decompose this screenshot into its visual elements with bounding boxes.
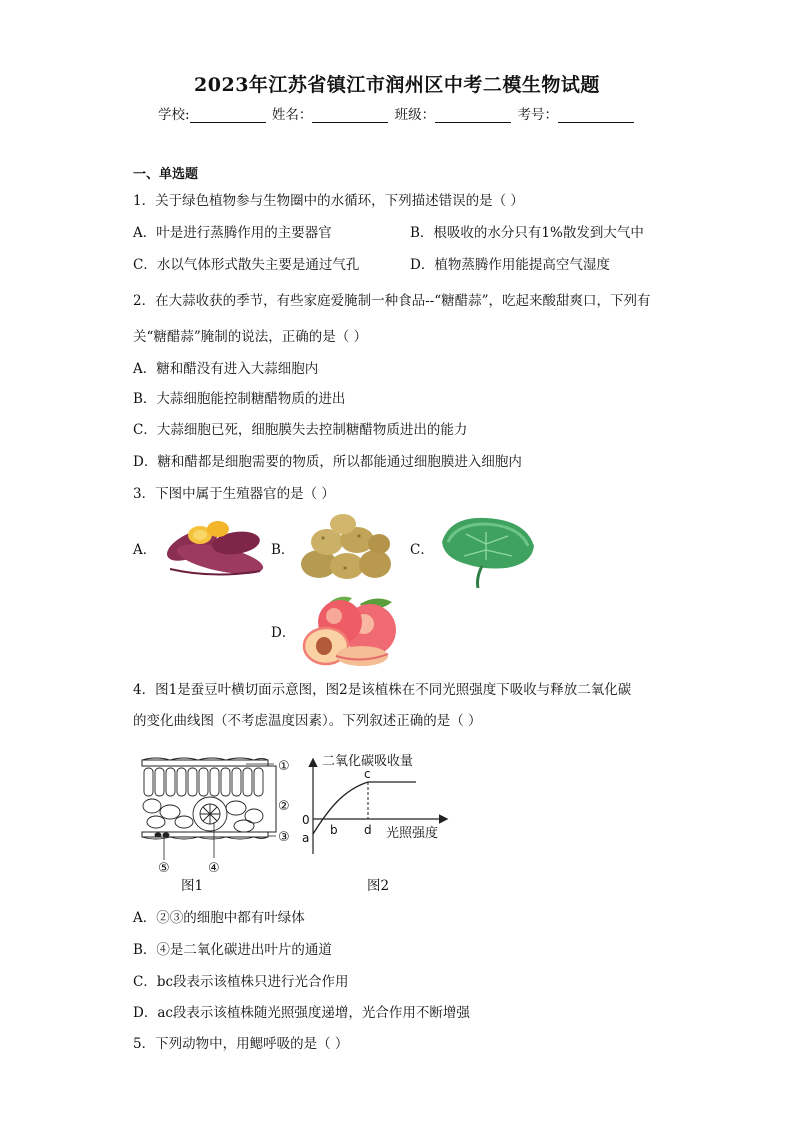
- q4-option-c[interactable]: C．bc段表示该植株只进行光合作用: [133, 974, 349, 990]
- q3-option-b-label[interactable]: B．: [271, 542, 295, 558]
- q3-stem: 3．下图中属于生殖器官的是（ ）: [133, 486, 335, 502]
- q1-stem: 1．关于绿色植物参与生物圈中的水循环，下列描述错误的是（ ）: [133, 193, 524, 209]
- leaf-cross-section-diagram: [136, 752, 294, 876]
- point-c-label: c: [364, 767, 371, 781]
- student-info-line: [0, 103, 794, 123]
- name-blank[interactable]: [312, 108, 388, 123]
- leaf-label-4: ④: [208, 861, 220, 876]
- figure-2-caption: 图2: [367, 878, 390, 894]
- number-blank[interactable]: [558, 108, 634, 123]
- school-label: 学校:: [158, 107, 190, 123]
- q1-option-c[interactable]: C．水以气体形式散失主要是通过气孔: [133, 257, 360, 273]
- figure-1-caption: 图1: [181, 878, 204, 894]
- q2-stem-line2: 关“糖醋蒜”腌制的说法，正确的是（ ）: [133, 329, 368, 345]
- origin-label: 0: [302, 813, 310, 827]
- q1-option-b[interactable]: B．根吸收的水分只有1%散发到大气中: [410, 225, 644, 241]
- x-axis-label: 光照强度: [386, 826, 439, 841]
- q3-option-a-label[interactable]: A．: [133, 542, 157, 558]
- q4-option-d[interactable]: D．ac段表示该植株随光照强度递增，光合作用不断增强: [133, 1005, 470, 1021]
- point-a-label: a: [302, 831, 310, 845]
- school-blank[interactable]: [190, 108, 266, 123]
- q4-stem-line1: 4．图1是蚕豆叶横切面示意图，图2是该植株在不同光照强度下吸收与释放二氧化碳: [133, 682, 632, 698]
- class-label: 班级：: [394, 107, 436, 123]
- page-title: 2023年江苏省镇江市润州区中考二模生物试题: [194, 74, 600, 96]
- q4-stem-line2: 的变化曲线图（不考虑温度因素）。下列叙述正确的是（ ）: [133, 713, 482, 729]
- q2-option-b[interactable]: B．大蒜细胞能控制糖醋物质的进出: [133, 391, 346, 407]
- section-heading: 一、单选题: [133, 167, 199, 182]
- co2-light-curve-chart: [298, 748, 458, 860]
- q1-option-d[interactable]: D．植物蒸腾作用能提高空气湿度: [410, 257, 610, 273]
- point-b-label: b: [330, 823, 338, 837]
- lotus-leaf-image: [436, 512, 540, 590]
- point-d-label: d: [364, 823, 372, 837]
- leaf-label-2: ②: [278, 799, 290, 814]
- q4-option-b[interactable]: B．④是二氧化碳进出叶片的通道: [133, 942, 332, 958]
- class-blank[interactable]: [435, 108, 511, 123]
- sweet-potato-image: [160, 515, 268, 579]
- q2-option-c[interactable]: C．大蒜细胞已死，细胞膜失去控制糖醋物质进出的能力: [133, 422, 468, 438]
- leaf-label-1: ①: [278, 759, 290, 774]
- q2-option-a[interactable]: A．糖和醋没有进入大蒜细胞内: [133, 361, 319, 377]
- peach-image: [300, 594, 400, 668]
- q2-option-d[interactable]: D．糖和醋都是细胞需要的物质，所以都能通过细胞膜进入细胞内: [133, 454, 522, 470]
- leaf-label-5: ⑤: [158, 861, 170, 876]
- y-axis-label: 二氧化碳吸收量: [322, 754, 414, 769]
- q3-option-d-label[interactable]: D．: [271, 625, 296, 641]
- potato-image: [297, 512, 395, 582]
- leaf-label-3: ③: [278, 830, 290, 845]
- q4-option-a[interactable]: A．②③的细胞中都有叶绿体: [133, 910, 305, 926]
- number-label: 考号：: [517, 107, 558, 123]
- q3-option-c-label[interactable]: C．: [410, 542, 434, 558]
- q1-option-a[interactable]: A．叶是进行蒸腾作用的主要器官: [133, 225, 332, 241]
- name-label: 姓名：: [271, 107, 313, 123]
- q2-stem-line1: 2．在大蒜收获的季节，有些家庭爱腌制一种食品--“糖醋蒜”，吃起来酸甜爽口，下列有: [133, 293, 651, 309]
- q5-stem: 5．下列动物中，用鳃呼吸的是（ ）: [133, 1036, 349, 1052]
